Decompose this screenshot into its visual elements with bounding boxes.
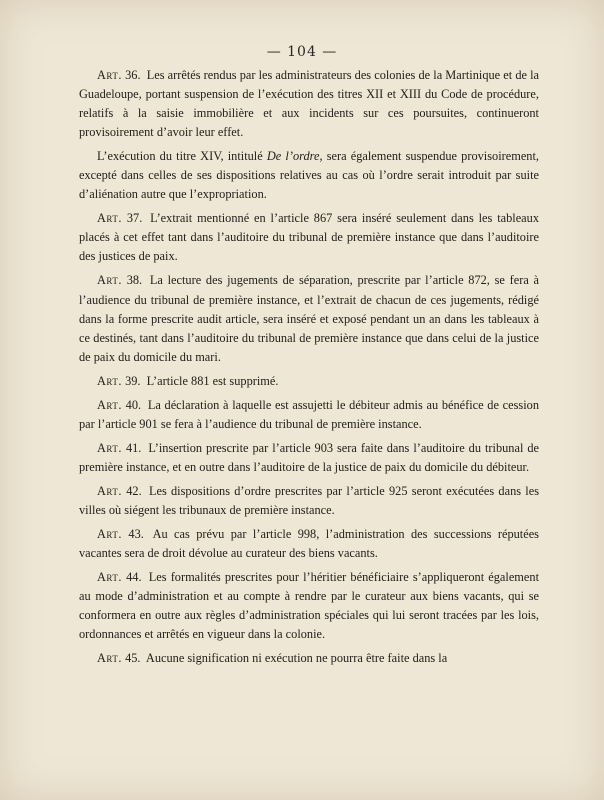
- italic-title: De l’ordre,: [266, 149, 323, 164]
- article-number: 41.: [125, 440, 142, 455]
- article-number: 40.: [125, 397, 142, 412]
- article-number: 42.: [126, 483, 142, 498]
- article-number: 39.: [125, 373, 141, 388]
- article-text: Les formalités prescrites pour l’héritier bénéficiaire s’appliqueront également au mode d’administration et au compte à rendre par le curateur aux biens vacants, qui se conformera en outre aux règles d’administration spéciales qui lui seront tracées par les lois, ordonnances et arrêtés en vigueur dans la colonie.: [79, 570, 539, 642]
- article-text: Aucune signification ni exécution ne pourra être faite dans la: [145, 651, 448, 666]
- article-number: 44.: [126, 570, 142, 585]
- article-text: L’extrait mentionné en l’article 867 sera inséré seulement dans les tableaux placés à cet effet tant dans l’auditoire du tribunal de première instance que dans l’auditoire des justices de paix.: [79, 211, 540, 264]
- article-43: [79, 525, 539, 563]
- article-40: [79, 396, 539, 434]
- article-label: Art.: [97, 570, 122, 585]
- article-label: Art.: [97, 651, 122, 666]
- article-text: sera également suspendue provisoirement, excepté dans celles de ses dispositions relatives au cas où l’ordre serait introduit par suite d’aliénation autre que l’expropriation.: [79, 149, 539, 202]
- article-number: 37.: [126, 211, 143, 226]
- article-text: L’exécution du titre XIV, intitulé: [97, 149, 267, 164]
- article-41: [79, 439, 539, 477]
- article-label: Art.: [97, 527, 122, 542]
- article-42: [79, 482, 539, 520]
- article-label: Art.: [97, 440, 122, 455]
- article-text: La déclaration à laquelle est assujetti le débiteur admis au bénéfice de cession par l’article 901 se fera à l’audience du tribunal de première instance.: [79, 397, 539, 431]
- article-44: [79, 568, 539, 644]
- article-text: L’insertion prescrite par l’article 903 sera faite dans l’auditoire du tribunal de première instance, et en outre dans l’auditoire de la justice de paix du domicile du débiteur.: [79, 440, 539, 474]
- article-39: [79, 372, 539, 391]
- article-text: La lecture des jugements de séparation, prescrite par l’article 872, se fera à l’audience du tribunal de première instance, et l’extrait de chacun de ces jugements, rédigé dans la forme prescrite audit article, sera inséré et exposé pendant un an dans les tableaux à ce destinés, tant dans l’auditoire du tribunal de première instance que dans celui de la justice de paix du domicile du mari.: [79, 273, 539, 364]
- article-number: 38.: [126, 273, 143, 288]
- article-text: L’article 881 est supprimé.: [146, 373, 279, 388]
- article-37: [79, 209, 539, 266]
- article-text: Les dispositions d’ordre prescrites par l’article 925 seront exécutées dans les villes où siégent les tribunaux de première instance.: [79, 483, 540, 517]
- article-label: Art.: [97, 373, 122, 388]
- article-number: 45.: [125, 651, 141, 666]
- article-label: Art.: [97, 211, 122, 226]
- article-label: Art.: [97, 273, 122, 288]
- article-label: Art.: [97, 68, 122, 82]
- article-45: [79, 649, 539, 668]
- article-text: Au cas prévu par l’article 998, l’administration des successions réputées vacantes sera de droit dévolue au curateur des biens vacants.: [79, 527, 539, 561]
- article-label: Art.: [97, 397, 122, 412]
- article-36: [79, 66, 539, 142]
- article-36-continuation: [79, 147, 539, 204]
- page-number: — 104 —: [266, 44, 338, 60]
- article-38: [79, 271, 539, 366]
- article-text: Les arrêtés rendus par les administrateurs des colonies de la Martinique et de la Guadeloupe, portant suspension de l’exécution des titres XII et XIII du Code de procédure, relatifs à la saisie immobilière et aux incidents sur ces poursuites, continueront provisoirement d’avoir leur effet.: [79, 68, 540, 140]
- article-label: Art.: [97, 483, 122, 498]
- article-number: 36.: [125, 68, 141, 82]
- body-text: [79, 66, 539, 668]
- article-number: 43.: [128, 527, 144, 542]
